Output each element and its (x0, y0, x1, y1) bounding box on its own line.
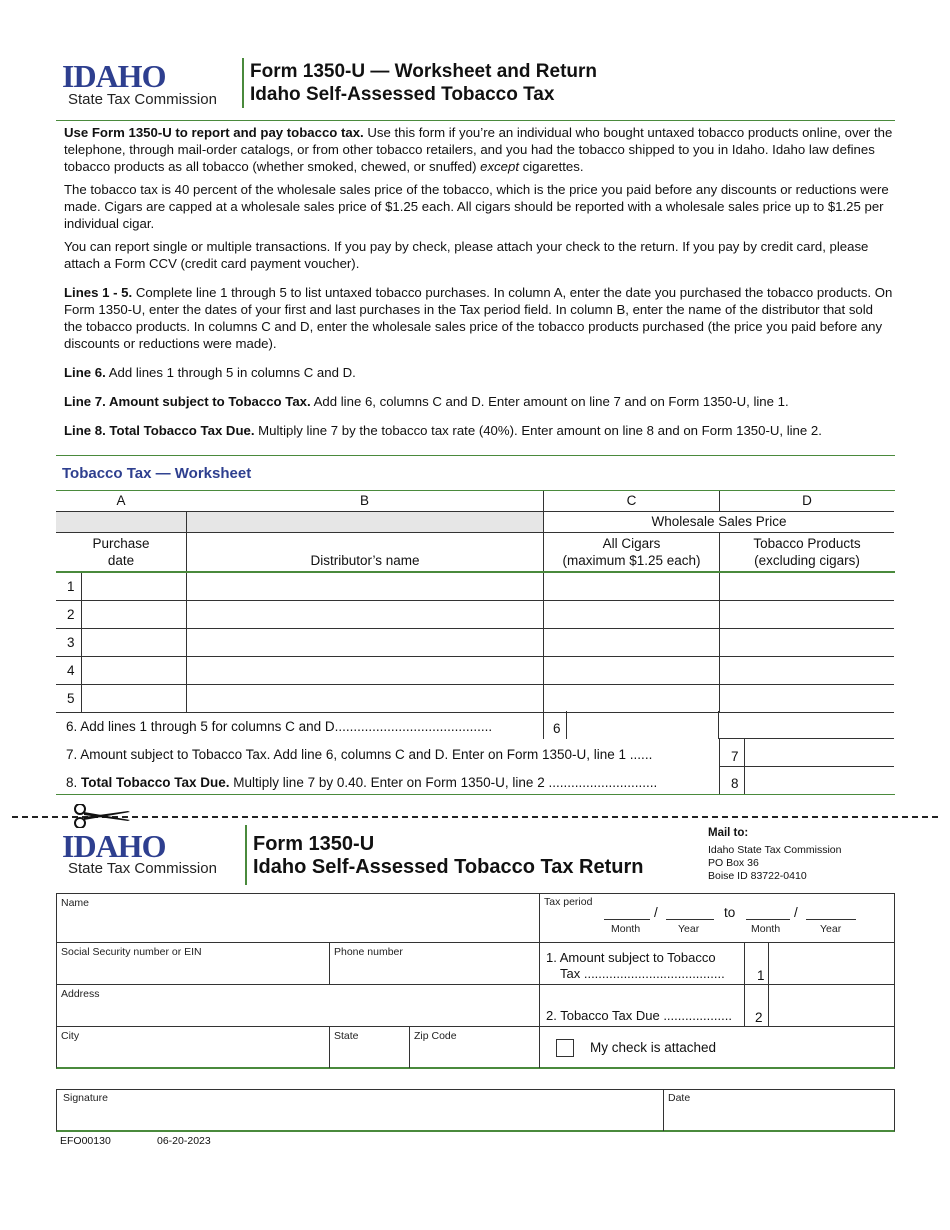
instr-p1-italic: except (480, 159, 519, 174)
distributor-input[interactable] (186, 685, 543, 713)
mail-to-label: Mail to: (708, 827, 749, 839)
tobacco-line2: (excluding cigars) (754, 553, 860, 568)
instr-p4-bold: Lines 1 - 5. (64, 285, 133, 300)
tobacco-line1: Tobacco Products (753, 536, 861, 551)
line8-input[interactable] (745, 767, 894, 794)
check-attached-label: My check is attached (590, 1040, 717, 1055)
cigars-line2: (maximum $1.25 each) (562, 553, 701, 568)
tobacco-header (719, 532, 894, 571)
instr-p6-bold: Line 7. Amount subject to Tobacco Tax. (64, 394, 311, 409)
from-slash: / (654, 905, 658, 920)
instr-p5-bold: Line 6. (64, 365, 106, 380)
row-number-cell (56, 657, 82, 685)
to-label: to (724, 905, 736, 920)
ssn-label: Social Security number or EIN (61, 946, 202, 958)
name-label: Name (61, 897, 90, 909)
cigars-price-input[interactable] (543, 629, 719, 657)
from-year-line[interactable] (666, 919, 714, 920)
check-attached-checkbox[interactable] (556, 1039, 574, 1057)
distributor-input[interactable] (186, 601, 543, 629)
purchase-date-line1: Purchase (92, 536, 150, 551)
purchase-date-input[interactable] (82, 601, 186, 629)
return-line1-a: 1. Amount subject to Tobacco (546, 950, 716, 965)
instr-p1-bold: Use Form 1350-U to report and pay tobacco tax. (64, 125, 364, 140)
address-label: Address (61, 988, 100, 1000)
logo-subtitle: State Tax Commission (68, 91, 217, 108)
from-month-caption: Month (611, 923, 641, 935)
return-title: Form 1350-U (253, 833, 375, 855)
worksheet-title: Tobacco Tax — Worksheet (62, 465, 252, 482)
instr-p1 (64, 124, 894, 175)
tobacco-price-input[interactable] (719, 629, 894, 657)
line6-num-box (543, 711, 567, 739)
purchase-date-input[interactable] (82, 657, 186, 685)
instr-p7-bold: Line 8. Total Tobacco Tax Due. (64, 423, 255, 438)
signature-label: Signature (63, 1092, 108, 1104)
purchase-date-input[interactable] (82, 573, 186, 601)
state-label: State (334, 1030, 359, 1042)
signature-field[interactable] (57, 1090, 663, 1131)
tax-period-field[interactable] (539, 894, 894, 942)
cut-line (12, 816, 938, 818)
worksheet-bottom-rule (56, 794, 895, 795)
line7-num: 7 (731, 749, 739, 764)
purchase-date-line2: date (107, 553, 135, 568)
purchase-date-header (56, 532, 186, 571)
instr-p7-text: Multiply line 7 by the tobacco tax rate (40%). Enter amount on line 8 and on Form 1350-U, line 2. (254, 423, 822, 438)
page-subtitle: Idaho Self-Assessed Tobacco Tax (250, 84, 555, 105)
tobacco-price-input[interactable] (719, 573, 894, 601)
return-line2-num: 2 (755, 1010, 763, 1025)
form-id: EFO00130 (60, 1135, 111, 1147)
line6-d-input[interactable] (719, 711, 894, 739)
row-number: 5 (67, 691, 75, 706)
ssn-field[interactable] (57, 942, 329, 984)
to-year-caption: Year (820, 923, 842, 935)
distributor-input[interactable] (186, 629, 543, 657)
cigars-price-input[interactable] (543, 685, 719, 713)
cigars-price-input[interactable] (543, 657, 719, 685)
line7-num-box (719, 739, 745, 767)
mail-addr-line2: PO Box 36 (708, 857, 759, 869)
page-title: Form 1350-U — Worksheet and Return (250, 61, 598, 82)
cigars-line1: All Cigars (602, 536, 661, 551)
return-line1-num: 1 (757, 968, 765, 983)
distributor-input[interactable] (186, 573, 543, 601)
line8-bold: Total Tobacco Tax Due. (81, 775, 230, 790)
return-idaho-logo: IDAHO (62, 828, 166, 864)
return-line2-input[interactable] (769, 984, 894, 1026)
row-number-cell (56, 685, 82, 713)
from-year-caption: Year (678, 923, 700, 935)
phone-field[interactable] (329, 942, 539, 984)
to-month-caption: Month (751, 923, 781, 935)
instr-p6-text: Add line 6, columns C and D. Enter amount on line 7 and on Form 1350-U, line 1. (310, 394, 789, 409)
row-number: 1 (67, 579, 75, 594)
line6-c-input[interactable] (567, 711, 719, 739)
return-line1-label (546, 950, 725, 982)
line7-input[interactable] (745, 739, 894, 767)
instr-p7 (64, 422, 894, 439)
col-d-header: D (719, 491, 894, 511)
idaho-logo: IDAHO (62, 58, 166, 94)
instr-p4-text: Complete line 1 through 5 to list untaxed tobacco purchases. In column A, enter the date you purchased the tobacco products. On Form 1350-U, enter the dates of your first and last purchases in the Tax period field. In column B, enter the name of the distributor that sold the tobacco products. In columns C and D, enter the wholesale sales price of the tobacco products purchased (the price you paid before any discounts or reductions were made). (64, 285, 893, 351)
cigars-price-input[interactable] (543, 601, 719, 629)
to-slash: / (794, 905, 798, 920)
return-line2-num-box (744, 984, 769, 1026)
line8-label (66, 775, 657, 790)
city-field[interactable] (57, 1026, 329, 1068)
instr-p6 (64, 393, 894, 410)
return-line1-b: Tax ....................................... (560, 966, 725, 981)
row-number-cell (56, 629, 82, 657)
line8-prefix: 8. (66, 775, 82, 790)
mail-addr-line1: Idaho State Tax Commission (708, 844, 842, 856)
mail-addr-line3: Boise ID 83722-0410 (708, 870, 807, 882)
from-month-line[interactable] (604, 919, 650, 920)
tax-period-label: Tax period (544, 896, 593, 908)
instructions (64, 124, 894, 439)
to-month-line[interactable] (746, 919, 790, 920)
row-number: 2 (67, 607, 75, 622)
row-number: 3 (67, 635, 75, 650)
tobacco-price-input[interactable] (719, 601, 894, 629)
wholesale-price-header: Wholesale Sales Price (543, 511, 894, 532)
header-rule (56, 120, 895, 121)
instr-p5-text: Add lines 1 through 5 in columns C and D. (105, 365, 356, 380)
zip-field[interactable] (409, 1026, 539, 1068)
instructions-rule (56, 455, 895, 456)
line8-num-box (719, 767, 745, 794)
return-subtitle: Idaho Self-Assessed Tobacco Tax Return (253, 856, 644, 878)
line6-label: 6. Add lines 1 through 5 for columns C and D.......................................... (66, 719, 493, 734)
instr-p1-end: cigarettes. (518, 159, 584, 174)
line6-num: 6 (553, 721, 561, 736)
cigars-price-input[interactable] (543, 573, 719, 601)
instr-p5 (64, 364, 894, 381)
phone-label: Phone number (334, 946, 403, 958)
col-c-header: C (543, 491, 719, 511)
purchase-date-input[interactable] (82, 685, 186, 713)
gray-band-b (186, 511, 543, 532)
scissors-icon (72, 804, 132, 828)
return-line2-label: 2. Tobacco Tax Due ................... (546, 1008, 732, 1023)
date-label: Date (668, 1092, 691, 1104)
line8-num: 8 (731, 776, 739, 791)
instr-p4 (64, 284, 894, 352)
row-number-cell (56, 601, 82, 629)
instr-p3: You can report single or multiple transactions. If you pay by check, please attach your check to the return. If you pay by credit card, please attach a Form CCV (credit card payment voucher). (64, 239, 869, 271)
distributor-header: Distributor’s name (186, 532, 543, 571)
check-attached-row (539, 1026, 894, 1068)
header-divider (242, 58, 244, 108)
cigars-header (543, 532, 719, 571)
mail-address (708, 844, 841, 883)
to-year-line[interactable] (806, 919, 856, 920)
return-logo-subtitle: State Tax Commission (68, 860, 217, 877)
return-header-divider (245, 825, 247, 885)
line8-text: Multiply line 7 by 0.40. Enter on Form 1350-U, line 2 ............................. (229, 775, 658, 790)
name-field[interactable] (57, 894, 539, 942)
address-field[interactable] (57, 984, 539, 1026)
purchase-date-input[interactable] (82, 629, 186, 657)
line7-label: 7. Amount subject to Tobacco Tax. Add line 6, columns C and D. Enter on Form 1350-U, line 1 ...... (66, 747, 653, 762)
return-line1-label-box (539, 942, 744, 984)
row-number-cell (56, 573, 82, 601)
state-field[interactable] (329, 1026, 409, 1068)
distributor-input[interactable] (186, 657, 543, 685)
form-date: 06-20-2023 (157, 1135, 211, 1147)
instr-p2: The tobacco tax is 40 percent of the wholesale sales price of the tobacco, which is the price you paid before any discounts or reductions were made. Cigars are capped at a wholesale sales price of $1.25 each. All cigars should be reported with a wholesale sales price up to $1.25 per individual cigar. (64, 182, 889, 231)
tobacco-price-input[interactable] (719, 685, 894, 713)
row-number: 4 (67, 663, 75, 678)
return-line1-input[interactable] (769, 942, 894, 984)
return-line1-num-box (744, 942, 769, 984)
col-a-header: A (116, 493, 126, 508)
gray-band-a (56, 511, 186, 532)
tobacco-price-input[interactable] (719, 657, 894, 685)
date-field[interactable] (663, 1090, 894, 1131)
zip-label: Zip Code (414, 1030, 457, 1042)
instr-p1-text: Use this form if you’re an individual who bought untaxed tobacco products online, over the telephone, through mail-order catalogs, or from other tobacco retailers, and you had the tobacco shipped to you in Idaho. Idaho law defines tobacco products as all tobacco (whether smoked, chewed, or snuffed) (64, 125, 893, 174)
return-line2-label-box (539, 984, 744, 1026)
col-b-header: B (359, 493, 369, 508)
city-label: City (61, 1030, 80, 1042)
